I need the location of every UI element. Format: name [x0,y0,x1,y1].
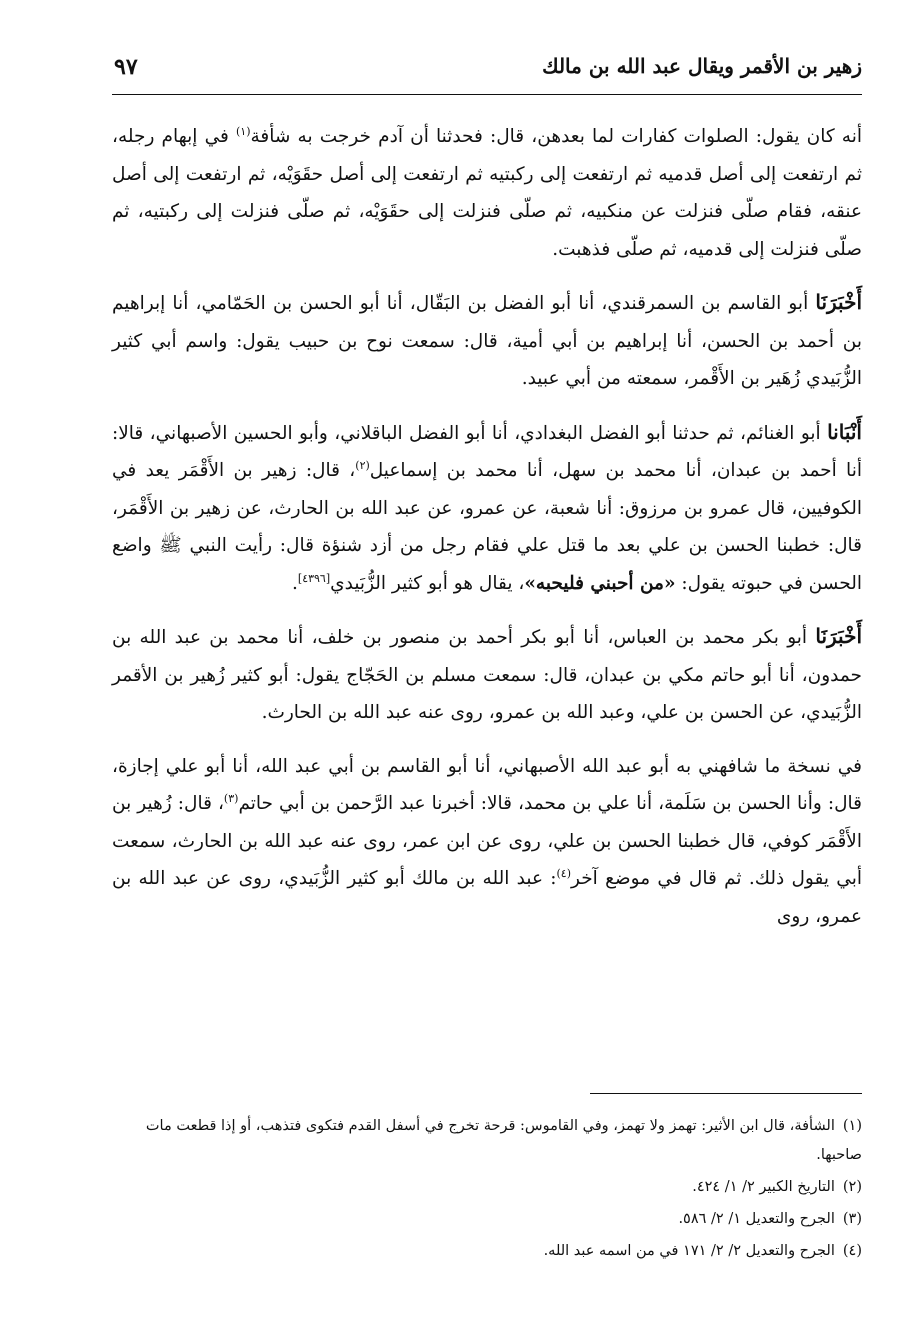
paragraph-text: ، قال: زهير بن الأَقْمَر يعد في الكوفيين، قال عمرو بن مرزوق: أنا شعبة، عن عمرو، عن عبد الله بن الحارث، عن زهير بن الأَقْمَر، قال: خطبنا الحسن بن علي بعد ما قتل علي فقام رجل من أزد شنؤة قال: رأيت النبي ﷺ واضع الحسن في حبوته يقول: [112,460,862,594]
isnad-lead-word: أَخْبَرَنَا [815,290,862,314]
paragraph-4 [112,618,862,732]
footnote-number: (١) [842,1118,862,1134]
footnote-4 [112,1237,862,1266]
footnote-ref-1: (١) [235,124,251,138]
footnote-3 [112,1205,862,1234]
footnote-text: الجرح والتعديل ٢/ ٢/ ١٧١ في من اسمه عبد الله. [543,1243,835,1259]
paragraph-text: في نسخة ما شافهني به أبو عبد الله الأصبهاني، أنا أبو القاسم بن أبي عبد الله، أنا أبو علي إجازة، قال: وأنا الحسن بن سَلَمة، أنا علي بن محمد، قالا: أخبرنا عبد الرَّحمن بن أبي حاتم [112,755,862,814]
paragraph-text: أنه كان يقول: الصلوات كفارات لما بعدهن، قال: فحدثنا أن آدم خرجت به شأفة [250,126,862,147]
paragraph-text: أبو القاسم بن السمرقندي، أنا أبو الفضل بن البَقّال، أنا أبو الحسن بن الحَمّامي، أنا إبراهيم بن أحمد بن الحسن، أنا إبراهيم بن أبي أمية، قال: سمعت نوح بن حبيب يقول: واسم أبي كثير الزُّبَيدي زُهَير بن الأَقْمر، سمعته من أبي عبيد. [112,293,862,389]
footnote-text: الجرح والتعديل ١/ ٢/ ٥٨٦. [678,1211,835,1227]
paragraph-text: أبو الغنائم، ثم حدثنا أبو الفضل البغدادي، أنا أبو الفضل الباقلاني، وأبو الحسين الأصبهاني، قالا: أنا أحمد بن عبدان، أنا محمد بن سهل، أنا محمد بن إسماعيل [112,422,862,481]
footnote-number: (٣) [842,1211,862,1227]
paragraph-1 [112,118,862,268]
paragraph-text: ، قال: زُهير بن الأَقْمَر كوفي، قال خطبنا الحسن بن علي، روى عن ابن عمر، روى عنه عبد الله بن الحارث، سمعت أبي يقول ذلك. ثم قال في موضع آخر [112,793,862,889]
paragraph-text: : عبد الله بن مالك أبو كثير الزُّبَيدي، روى عن عبد الله بن عمرو، روى [112,868,862,927]
main-text [112,118,862,951]
footnote-number: (٢) [842,1179,862,1195]
footnotes [112,1112,862,1269]
footnote-ref-3: (٣) [223,791,239,805]
footnote-separator [590,1093,862,1094]
page-number: ٩٧ [114,54,138,80]
paragraph-3 [112,414,862,603]
paragraph-text: في إبهام رجله، ثم ارتفعت إلى أصل قدميه ثم ارتفعت إلى ركبتيه ثم ارتفعت إلى أصل حقَوَيْه، ثم ارتفعت إلى أصل عنقه، فقام صلّى فنزلت عن منكبيه، ثم صلّى فنزلت إلى حقَوَيْه، ثم صلّى فنزلت إلى ركبتيه، ثم صلّى فنزلت إلى قدميه، ثم صلّى فذهبت. [112,126,862,260]
paragraph-5 [112,748,862,936]
footnote-1 [112,1112,862,1170]
paragraph-text: ، يقال هو أبو كثير الزُّبَيدي [330,572,525,594]
paragraph-2 [112,284,862,398]
isnad-lead-word: أَخْبَرَنَا [815,624,862,648]
footnote-2 [112,1173,862,1202]
paragraph-text: أبو بكر محمد بن العباس، أنا أبو بكر أحمد بن منصور بن خلف، أنا محمد بن عبد الله بن حمدون، أنا أبو حاتم مكي بن عبدان، قال: سمعت مسلم بن الحَجّاج يقول: أبو كثير زُهير بن الأقمر الزُّبَيدي، عن الحسن بن علي، وعبد الله بن عمرو، روى عنه عبد الله بن الحارث. [112,627,862,723]
footnote-text: الشأفة، قال ابن الأثير: تهمز ولا تهمز، وفي القاموس: قرحة تخرج في أسفل القدم فتكوى فتذهب، أو إذا قطعت مات صاحبها. [145,1118,862,1163]
hadith-number: [٤٣٩٦] [297,571,331,585]
page-header [112,48,862,95]
isnad-lead-word: أَنْبَانا [827,419,862,444]
footnote-number: (٤) [842,1243,862,1259]
footnote-ref-4: (٤) [556,866,572,880]
hadith-quote: «من أحبني فليحبه» [524,572,676,594]
running-title: زهير بن الأقمر ويقال عبد الله بن مالك [542,54,862,78]
paragraph-text: . [292,572,298,594]
footnote-text: التاريخ الكبير ٢/ ١/ ٤٢٤. [692,1179,835,1195]
footnote-ref-2: (٢) [355,458,370,472]
